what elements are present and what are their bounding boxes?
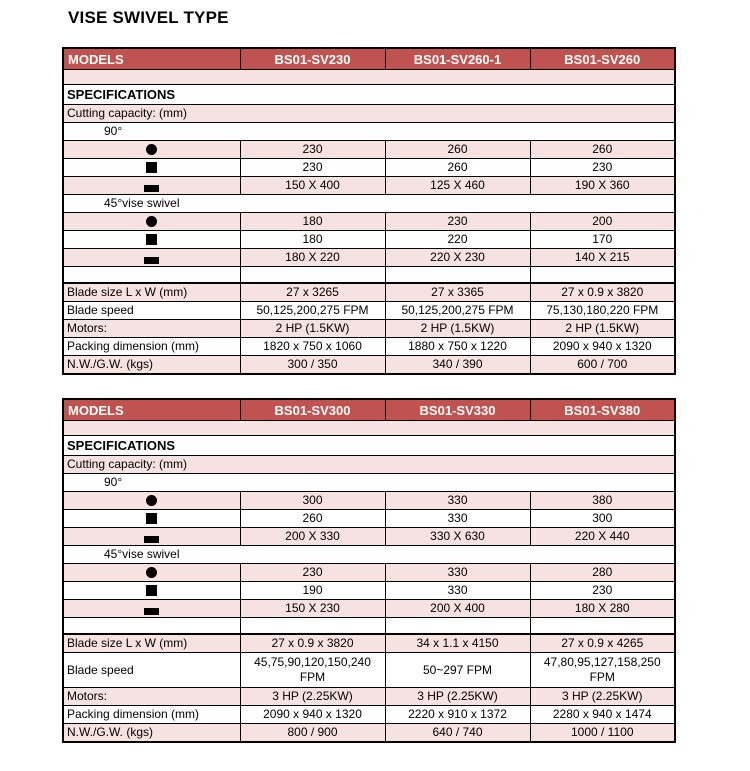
table-header-row [63,48,675,70]
header-band [63,70,675,85]
header-band-row [63,70,675,85]
header-model-3: BS01-SV380 [530,399,675,421]
cutting-capacity-title: Cutting capacity: (mm) [63,456,675,474]
table-row [63,356,675,375]
cell-value: 50,125,200,275 FPM [385,302,530,320]
round-shape-cell [63,213,240,231]
cell-value: 2090 x 940 x 1320 [530,338,675,356]
cell-value: 75,130,180,220 FPM [530,302,675,320]
cell-value: 3 HP (2.25KW) [530,688,675,706]
cell-value: 230 [240,141,385,159]
row-label: Blade speed [63,302,240,320]
row-label: N.W./G.W. (kgs) [63,724,240,743]
square-shape-cell [63,231,240,249]
header-models-label: MODELS [63,399,240,421]
cell-value: 640 / 740 [385,724,530,743]
rectangle-shape-icon [144,257,159,264]
cell-value: 200 X 400 [385,600,530,618]
header-models-label: MODELS [63,48,240,70]
table-row [63,564,675,582]
row-label: Blade size L x W (mm) [63,283,240,302]
square-shape-icon [146,513,157,524]
flat-shape-cell [63,600,240,618]
round-shape-cell [63,492,240,510]
spacer-row [63,267,675,284]
cell-value: 27 x 0.9 x 3820 [530,283,675,302]
table-row [63,510,675,528]
row-label: N.W./G.W. (kgs) [63,356,240,375]
spacer-cell [530,618,675,635]
cell-value: 600 / 700 [530,356,675,375]
square-shape-icon [146,585,157,596]
cell-value: 330 [385,510,530,528]
cell-value: 180 X 220 [240,249,385,267]
table-row [63,283,675,302]
cell-value: 300 [240,492,385,510]
cutting-capacity-row [63,105,675,123]
cell-value: 27 x 0.9 x 3820 [240,634,385,653]
angle-45-row [63,546,675,564]
header-model-1: BS01-SV230 [240,48,385,70]
flat-shape-cell [63,249,240,267]
cell-value: 2220 x 910 x 1372 [385,706,530,724]
row-label: Blade speed [63,653,240,688]
cell-value: 330 X 630 [385,528,530,546]
cell-value: 27 x 3265 [240,283,385,302]
cell-value: 200 [530,213,675,231]
rectangle-shape-icon [144,608,159,615]
cell-value: 380 [530,492,675,510]
table-row [63,492,675,510]
round-shape-cell [63,564,240,582]
circle-shape-icon [146,495,157,506]
header-band-row [63,421,675,436]
specifications-title-row [63,436,675,456]
cutting-capacity-row [63,456,675,474]
square-shape-cell [63,159,240,177]
cell-value: 2 HP (1.5KW) [385,320,530,338]
table-row [63,159,675,177]
angle-90-row [63,123,675,141]
cell-value: 280 [530,564,675,582]
cell-value: 230 [240,564,385,582]
cell-value: 190 X 360 [530,177,675,195]
spacer-cell [385,618,530,635]
flat-shape-cell [63,177,240,195]
cell-value: 2280 x 940 x 1474 [530,706,675,724]
table-header-row [63,399,675,421]
table-row [63,249,675,267]
header-band [63,421,675,436]
cutting-capacity-title: Cutting capacity: (mm) [63,105,675,123]
cell-value: 230 [530,159,675,177]
row-label: Motors: [63,688,240,706]
table-row [63,528,675,546]
cell-value: 2 HP (1.5KW) [530,320,675,338]
cell-value: 230 [385,213,530,231]
table-row [63,582,675,600]
cell-value: 220 X 440 [530,528,675,546]
rectangle-shape-icon [144,185,159,192]
cell-value: 34 x 1.1 x 4150 [385,634,530,653]
angle-45-label: 45°vise swivel [63,195,675,213]
table-row [63,653,675,688]
square-shape-icon [146,162,157,173]
cell-value: 47,80,95,127,158,250 FPM [530,653,675,688]
table-row [63,600,675,618]
round-shape-cell [63,141,240,159]
table-row [63,213,675,231]
spacer-cell [63,267,240,284]
square-shape-cell [63,582,240,600]
table-row [63,231,675,249]
spacer-cell [63,618,240,635]
table-row [63,302,675,320]
cell-value: 300 [530,510,675,528]
cell-value: 50,125,200,275 FPM [240,302,385,320]
cell-value: 800 / 900 [240,724,385,743]
cell-value: 230 [240,159,385,177]
cell-value: 330 [385,492,530,510]
cell-value: 1820 x 750 x 1060 [240,338,385,356]
cell-value: 230 [530,582,675,600]
circle-shape-icon [146,567,157,578]
header-model-3: BS01-SV260 [530,48,675,70]
cell-value: 220 [385,231,530,249]
header-model-1: BS01-SV300 [240,399,385,421]
row-label: Packing dimension (mm) [63,338,240,356]
spacer-cell [385,267,530,284]
spec-table-1 [62,47,676,375]
cell-value: 180 X 280 [530,600,675,618]
table-row [63,320,675,338]
specifications-title-row [63,85,675,105]
cell-value: 200 X 330 [240,528,385,546]
table-row [63,634,675,653]
rectangle-shape-icon [144,536,159,543]
cell-value: 1880 x 750 x 1220 [385,338,530,356]
angle-45-label: 45°vise swivel [63,546,675,564]
cell-value: 3 HP (2.25KW) [240,688,385,706]
cell-value: 180 [240,213,385,231]
cell-value: 260 [385,159,530,177]
table-row [63,338,675,356]
cell-value: 180 [240,231,385,249]
circle-shape-icon [146,144,157,155]
spacer-row [63,618,675,635]
spacer-cell [530,267,675,284]
table-row [63,706,675,724]
square-shape-cell [63,510,240,528]
cell-value: 45,75,90,120,150,240 FPM [240,653,385,688]
cell-value: 2 HP (1.5KW) [240,320,385,338]
cell-value: 150 X 400 [240,177,385,195]
table-row [63,177,675,195]
cell-value: 1000 / 1100 [530,724,675,743]
angle-90-row [63,474,675,492]
cell-value: 330 [385,582,530,600]
table-row [63,688,675,706]
cell-value: 340 / 390 [385,356,530,375]
cell-value: 170 [530,231,675,249]
spacer-cell [240,267,385,284]
cell-value: 140 X 215 [530,249,675,267]
header-model-2: BS01-SV260-1 [385,48,530,70]
angle-90-label: 90° [63,123,675,141]
cell-value: 190 [240,582,385,600]
row-label: Motors: [63,320,240,338]
table-row [63,724,675,743]
cell-value: 2090 x 940 x 1320 [240,706,385,724]
spec-table-2 [62,398,676,743]
cell-value: 27 x 3365 [385,283,530,302]
cell-value: 220 X 230 [385,249,530,267]
cell-value: 125 X 460 [385,177,530,195]
cell-value: 330 [385,564,530,582]
cell-value: 260 [385,141,530,159]
specifications-title: SPECIFICATIONS [63,85,675,105]
cell-value: 300 / 350 [240,356,385,375]
row-label: Blade size L x W (mm) [63,634,240,653]
cell-value: 150 X 230 [240,600,385,618]
cell-value: 260 [530,141,675,159]
cell-value: 27 x 0.9 x 4265 [530,634,675,653]
angle-90-label: 90° [63,474,675,492]
header-model-2: BS01-SV330 [385,399,530,421]
spacer-cell [240,618,385,635]
cell-value: 3 HP (2.25KW) [385,688,530,706]
flat-shape-cell [63,528,240,546]
specifications-title: SPECIFICATIONS [63,436,675,456]
table-row [63,141,675,159]
cell-value: 50~297 FPM [385,653,530,688]
page-title: VISE SWIVEL TYPE [68,8,229,27]
angle-45-row [63,195,675,213]
row-label: Packing dimension (mm) [63,706,240,724]
square-shape-icon [146,234,157,245]
cell-value: 260 [240,510,385,528]
circle-shape-icon [146,216,157,227]
